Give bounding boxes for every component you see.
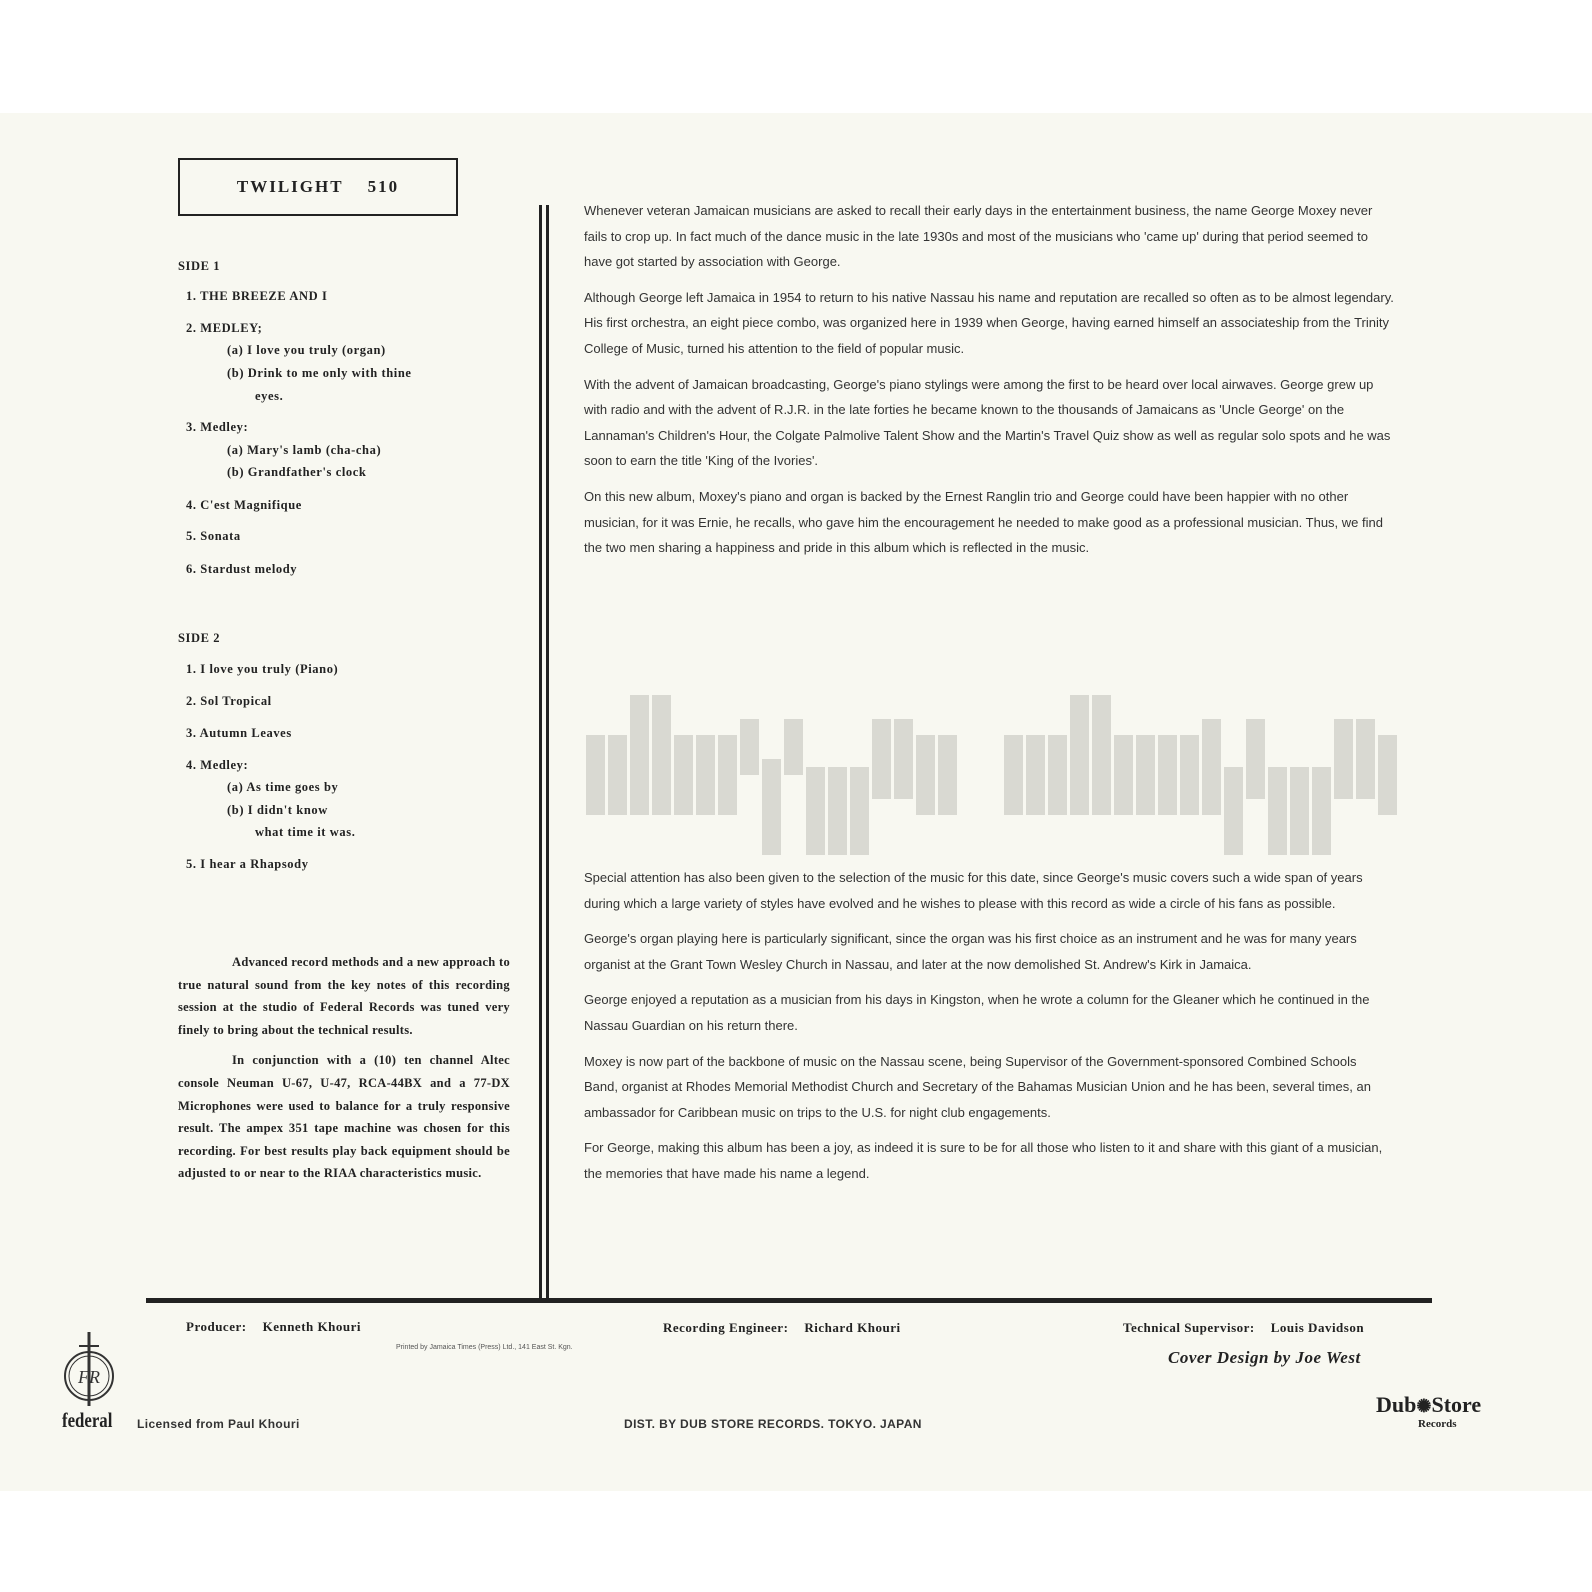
liner-paragraph: Although George left Jamaica in 1954 to return to his native Nassau his name and reputation are recalled so often as to be almost legendary. His first orchestra, an eight piece combo, was organized here in 1939 when George, having earned himself an associateship from the Trinity College of Music, turned his attention to the field of popular music. xyxy=(584,289,1394,356)
decorative-bar xyxy=(674,735,693,815)
side1-subtrack: (b) Grandfather's clock xyxy=(227,465,367,479)
decorative-bar xyxy=(1048,735,1067,815)
side2-track: 1. I love you truly (Piano) xyxy=(186,662,339,676)
liner-notes-bottom xyxy=(584,865,1394,1197)
liner-paragraph: George's organ playing here is particularly significant, since the organ was his first choice as an instrument and he was for many years organist at the Grant Town Wesley Church in Nassau, and later at the now demolished St. Andrew's Kirk in Jamaica. xyxy=(584,931,1357,972)
liner-paragraph: Special attention has also been given to the selection of the music for this date, since George's music covers such a wide span of years during which a large variety of styles have evolved and he wishes to please with this record as wide a circle of his fans as possible. xyxy=(584,870,1363,911)
album-title-box xyxy=(178,158,458,216)
dub-store-records: Records xyxy=(1418,1418,1457,1430)
decorative-bar xyxy=(938,735,957,815)
side1-subtrack: (a) I love you truly (organ) xyxy=(227,343,386,357)
decorative-bar xyxy=(630,695,649,815)
recording-note-paragraph: Advanced record methods and a new approach to true natural sound from the key notes of this recording session at the studio of Federal Records was tuned very finely to bring about the technical results. xyxy=(178,955,510,1037)
liner-notes-top xyxy=(584,198,1394,571)
decorative-bar-pattern xyxy=(586,695,1386,855)
side2-heading: SIDE 2 xyxy=(178,631,221,645)
dub-store-word-left: Dub xyxy=(1376,1392,1417,1417)
producer-label: Producer: xyxy=(186,1319,247,1334)
liner-paragraph: With the advent of Jamaican broadcasting, George's piano stylings were among the first to be heard over local airwaves. George grew up with radio and with the advent of R.J.R. in the late forties he became known to the thousands of Jamaicans as 'Uncle George' on the Lannaman's Children's Hour, the Colgate Palmolive Talent Show and the Martin's Travel Quiz show as well as regular solo spots and he was soon to earn the title 'King of the Ivories'. xyxy=(584,376,1391,469)
side1-track: 3. Medley: xyxy=(186,420,249,434)
dub-store-logo xyxy=(1376,1392,1481,1418)
decorative-bar xyxy=(1158,735,1177,815)
decorative-bar xyxy=(1290,767,1309,855)
side1-track: 6. Stardust melody xyxy=(186,562,298,576)
catalog-number: 510 xyxy=(367,177,400,196)
star-icon: ✺ xyxy=(1416,1396,1432,1416)
cover-design-credit: Cover Design by Joe West xyxy=(1168,1348,1361,1367)
side1-track: 4. C'est Magnifique xyxy=(186,498,302,512)
liner-paragraph: On this new album, Moxey's piano and organ is backed by the Ernest Ranglin trio and George could have been happier with no other musician, for it was Ernie, he recalls, who gave him the encouragement he needed to make good as a professional musician. Thus, we find the two men sharing a happiness and pride in this album which is reflected in the music. xyxy=(584,488,1383,556)
decorative-bar xyxy=(696,735,715,815)
side1-track: 5. Sonata xyxy=(186,529,241,543)
decorative-bar xyxy=(1356,719,1375,799)
decorative-bar xyxy=(1312,767,1331,855)
side1-heading: SIDE 1 xyxy=(178,259,221,273)
federal-logo-mark: FR xyxy=(78,1367,100,1387)
side2-track: 2. Sol Tropical xyxy=(186,694,272,708)
supervisor-credit xyxy=(1123,1320,1364,1336)
engineer-credit xyxy=(663,1320,901,1336)
decorative-bar xyxy=(1004,735,1023,815)
recording-notes xyxy=(178,951,510,1193)
decorative-bar xyxy=(1114,735,1133,815)
printer-credit: Printed by Jamaica Times (Press) Ltd., 141 East St. Kgn. xyxy=(396,1344,573,1351)
decorative-bar xyxy=(828,767,847,855)
decorative-bar xyxy=(1224,767,1243,855)
federal-logo-word: federal xyxy=(62,1408,113,1432)
decorative-bar xyxy=(1092,695,1111,815)
decorative-bar xyxy=(1070,695,1089,815)
decorative-bar xyxy=(586,735,605,815)
supervisor-name: Louis Davidson xyxy=(1270,1320,1365,1335)
side1-subtrack: eyes. xyxy=(255,389,284,403)
decorative-bar xyxy=(1268,767,1287,855)
decorative-bar xyxy=(1334,719,1353,799)
decorative-bar xyxy=(652,695,671,815)
liner-paragraph: George enjoyed a reputation as a musician from his days in Kingston, when he wrote a column for the Gleaner which he continued in the Nassau Guardian on his return there. xyxy=(584,992,1370,1033)
decorative-bar xyxy=(806,767,825,855)
producer-credit xyxy=(186,1319,361,1335)
decorative-bar xyxy=(850,767,869,855)
side2-track: 3. Autumn Leaves xyxy=(186,726,292,740)
side1-subtrack: (a) Mary's lamb (cha-cha) xyxy=(227,443,382,457)
album-title: TWILIGHT xyxy=(236,177,344,196)
decorative-bar xyxy=(894,719,913,799)
side1-track: 2. MEDLEY; xyxy=(186,321,263,335)
decorative-bar xyxy=(718,735,737,815)
decorative-bar xyxy=(1378,735,1397,815)
supervisor-label: Technical Supervisor: xyxy=(1123,1320,1255,1335)
column-divider xyxy=(546,205,549,1300)
decorative-bar xyxy=(740,719,759,775)
side2-track: 5. I hear a Rhapsody xyxy=(186,857,309,871)
liner-paragraph: For George, making this album has been a joy, as indeed it is sure to be for all those who listen to it and share with this giant of a musician, the memories that have made his name a legend. xyxy=(584,1140,1383,1181)
column-divider xyxy=(539,205,542,1300)
side2-subtrack: (a) As time goes by xyxy=(227,780,339,794)
decorative-bar xyxy=(916,735,935,815)
license-note: Licensed from Paul Khouri xyxy=(137,1417,300,1431)
side2-track: 4. Medley: xyxy=(186,758,249,772)
dub-store-word-right: Store xyxy=(1431,1392,1482,1417)
distribution-note: DIST. BY DUB STORE RECORDS. TOKYO. JAPAN xyxy=(624,1417,922,1431)
decorative-bar xyxy=(784,719,803,775)
decorative-bar xyxy=(1136,735,1155,815)
side1-subtrack: (b) Drink to me only with thine xyxy=(227,366,412,380)
liner-paragraph: Whenever veteran Jamaican musicians are asked to recall their early days in the entertainment business, the name George Moxey never fails to crop up. In fact much of the dance music in the late 1930s and most of the musicians who 'came up' during that period seemed to have got started by association with George. xyxy=(584,203,1373,270)
decorative-bar xyxy=(1026,735,1045,815)
producer-name: Kenneth Khouri xyxy=(262,1319,361,1334)
decorative-bar xyxy=(1246,719,1265,799)
side2-subtrack: (b) I didn't know xyxy=(227,803,328,817)
decorative-bar xyxy=(1180,735,1199,815)
decorative-bar xyxy=(608,735,627,815)
recording-note-paragraph: In conjunction with a (10) ten channel Altec console Neuman U-67, U-47, RCA-44BX and a 77-DX Microphones were used to balance for a truly responsive result. The ampex 351 tape machine was chosen for this recording. For best results play back equipment should be adjusted to or near to the RIAA characteristics music. xyxy=(178,1053,510,1181)
decorative-bar xyxy=(872,719,891,799)
side2-subtrack: what time it was. xyxy=(255,825,356,839)
footer-rule xyxy=(146,1298,1432,1303)
engineer-label: Recording Engineer: xyxy=(663,1320,789,1335)
decorative-bar xyxy=(762,759,781,855)
side1-track: 1. THE BREEZE AND I xyxy=(186,289,328,303)
liner-paragraph: Moxey is now part of the backbone of music on the Nassau scene, being Supervisor of the Government-sponsored Combined Schools Band, organist at Rhodes Memorial Methodist Church and Secretary of the Bahamas Musician Union and he has been, several times, an ambassador for Caribbean music on trips to the U.S. for night club engagements. xyxy=(584,1053,1371,1120)
decorative-bar xyxy=(1202,719,1221,815)
engineer-name: Richard Khouri xyxy=(804,1320,901,1335)
